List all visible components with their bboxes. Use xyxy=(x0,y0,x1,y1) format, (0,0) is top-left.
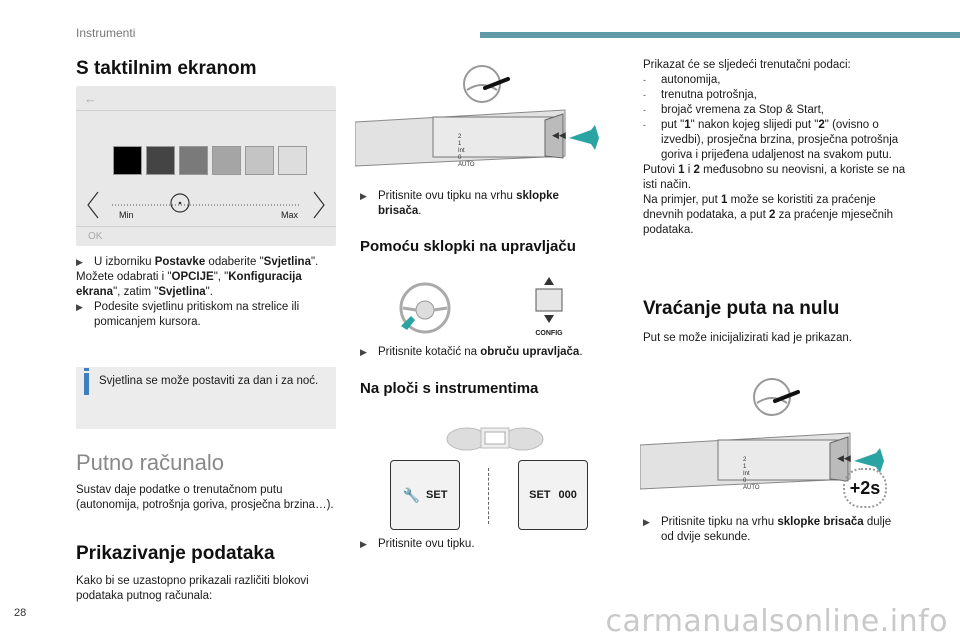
title-reset: Vraćanje puta na nulu xyxy=(643,298,840,319)
title-display: Prikazivanje podataka xyxy=(76,543,275,564)
swatch-5 xyxy=(245,146,274,175)
swatch-1 xyxy=(113,146,142,175)
brightness-screen xyxy=(76,86,336,246)
stalk-label-0: 0 xyxy=(458,155,462,161)
svg-text:1: 1 xyxy=(743,464,747,470)
stalk-label-2: 2 xyxy=(458,134,462,140)
svg-text:0: 0 xyxy=(743,478,747,484)
swatch-3 xyxy=(179,146,208,175)
trip-intro: Sustav daje podatke o trenutačnom putu (autonomija, potrošnja goriva, prosječna brzina…). xyxy=(76,484,334,511)
config-label: CONFIG xyxy=(535,330,563,337)
config-button[interactable] xyxy=(533,275,565,337)
svg-text:AUTO: AUTO xyxy=(743,485,760,491)
set-display-value: 000 xyxy=(558,489,577,501)
chevron-right-icon xyxy=(314,192,324,218)
panel-instruction: ▶ Pritisnite ovu tipku. xyxy=(360,538,475,550)
data-list: Prikazat će se sljedeći trenutačni podaci: - autonomija, - trenutna potrošnja, - brojač vremena za Stop & Start, - put "1" nakon kojeg slijedi put "2" (ovisno o izvedbi), prosječna brzina, prosječna potrošnja goriva i prijeđena udaljenost na svakom putu. Putovi 1 i 2 međusobno su neovisni, a koriste se na isti način. Na primjer, put 1 može se koristiti za praćenje dnevnih podataka, a put 2 za praćenje mjesečnih podataka. xyxy=(643,59,906,236)
svg-text:◀◀: ◀◀ xyxy=(552,131,566,141)
stalk-label-1: 1 xyxy=(458,141,462,147)
watermark: carmanualsonline.info xyxy=(605,604,948,639)
set-display xyxy=(518,460,588,530)
hold-2s-badge: +2s xyxy=(843,468,887,508)
title-wheel: Pomoću sklopki na upravljaču xyxy=(360,238,576,255)
title-touch: S taktilnim ekranom xyxy=(76,58,257,79)
slider-min-label: Min xyxy=(119,210,134,220)
set-label: SET xyxy=(426,489,448,501)
back-arrow-icon[interactable]: ← xyxy=(84,91,97,106)
svg-text:2: 2 xyxy=(743,457,747,463)
set-display-label: SET xyxy=(529,489,551,501)
divider xyxy=(76,110,336,111)
swatch-4 xyxy=(212,146,241,175)
reset-text: Put se može inicijalizirati kad je prikazan. xyxy=(643,332,853,344)
svg-text:Int: Int xyxy=(743,471,750,477)
swatch-6 xyxy=(278,146,307,175)
page-number: 28 xyxy=(14,607,27,619)
swatch-2 xyxy=(146,146,175,175)
display-text: Kako bi se uzastopno prikazali različiti blokovi podataka putnog računala: xyxy=(76,575,309,602)
wiper-stalk-illustration xyxy=(355,62,610,177)
reset-instruction: ▶ Pritisnite tipku na vrhu sklopke brisača dulje od dvije sekunde. xyxy=(643,516,892,543)
slider-max-label: Max xyxy=(281,210,299,220)
stalk-label-auto: AUTO xyxy=(458,162,475,168)
wheel-instruction: ▶ Pritisnite kotačić na obruču upravljača. xyxy=(360,346,583,358)
touch-instructions: ▶ U izborniku Postavke odaberite "Svjetlina". Možete odabrati i "OPCIJE", "Konfiguracija ekrana", zatim "Svjetlina". ▶ Podesite svjetlinu pritiskom na strelice ili pomicanjem kursora. xyxy=(76,256,319,328)
steering-wheel-icon xyxy=(395,280,455,340)
ok-button[interactable]: OK xyxy=(88,231,103,242)
title-panel: Na ploči s instrumentima xyxy=(360,380,539,397)
config-arrows-icon xyxy=(533,275,565,325)
note-text: Svjetlina se može postaviti za dan i za noć. xyxy=(99,375,319,387)
section-header: Instrumenti xyxy=(76,26,136,40)
info-note xyxy=(76,367,336,429)
stalk-instruction: ▶ Pritisnite ovu tipku na vrhu sklopke brisača. xyxy=(360,190,559,217)
svg-text:◀◀: ◀◀ xyxy=(837,454,851,464)
stalk-label-int: Int xyxy=(458,148,465,154)
header-bar xyxy=(480,32,960,38)
title-trip-computer: Putno računalo xyxy=(76,450,224,475)
set-button[interactable] xyxy=(390,460,460,530)
chevron-left-icon xyxy=(88,192,98,218)
info-icon xyxy=(84,368,89,371)
instrument-panel-icon xyxy=(445,422,545,456)
wrench-icon: 🔧 xyxy=(402,486,421,503)
